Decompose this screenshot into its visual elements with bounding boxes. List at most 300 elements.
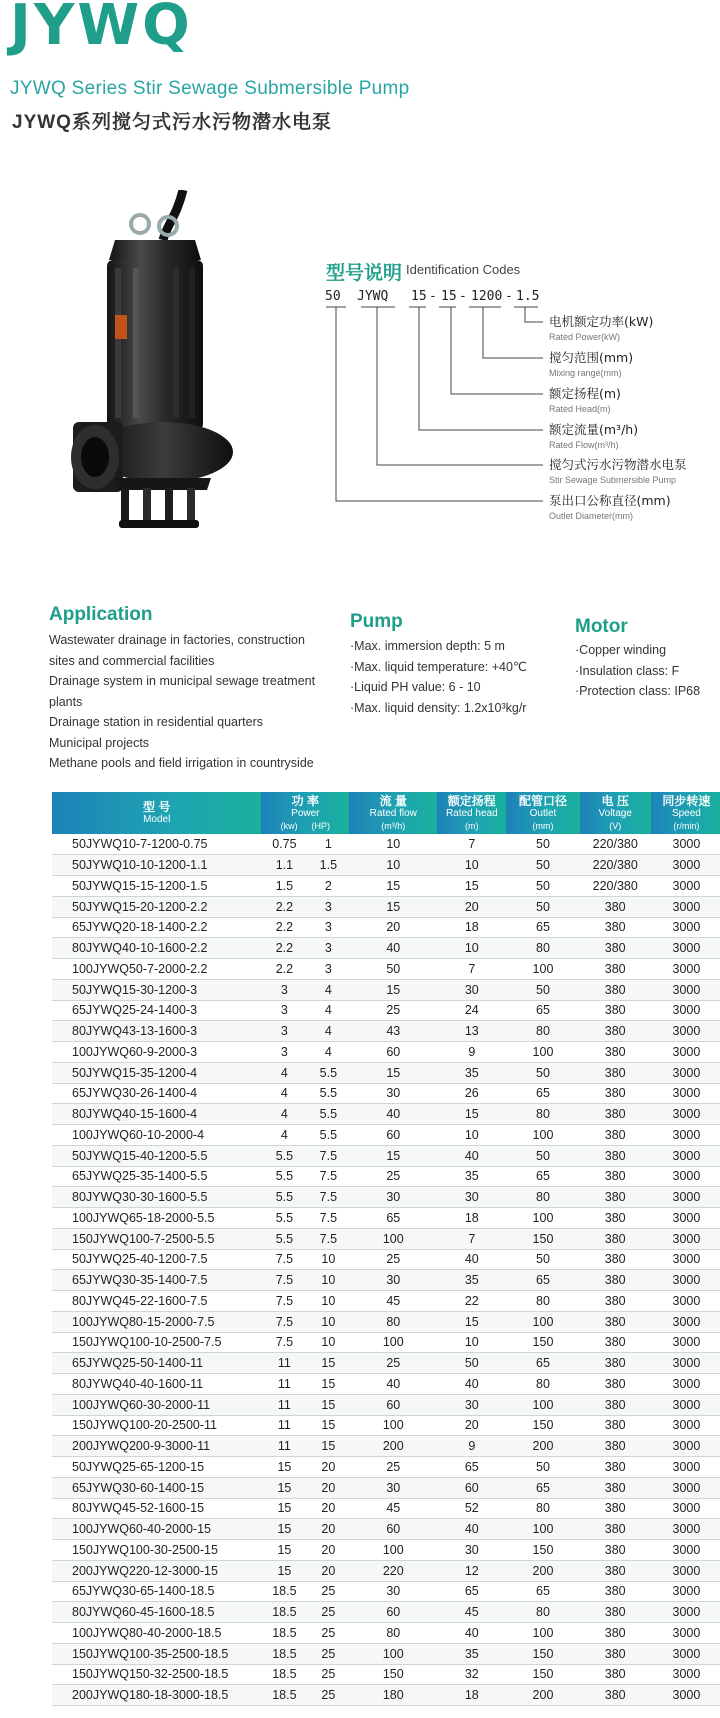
cell-outlet: 80	[506, 1021, 579, 1042]
motor-spec-item: ·Copper winding	[575, 643, 667, 657]
cell-voltage: 380	[580, 1291, 651, 1312]
cell-power-kw: 11	[261, 1374, 307, 1395]
cell-outlet: 100	[506, 1125, 579, 1146]
cell-power-hp: 5.5	[307, 1104, 349, 1125]
cell-head: 15	[437, 1104, 506, 1125]
cell-outlet: 80	[506, 1104, 579, 1125]
cell-power-kw: 0.75	[261, 834, 307, 855]
cell-speed: 3000	[651, 1457, 720, 1478]
cell-speed: 3000	[651, 1104, 720, 1125]
cell-head: 35	[437, 1270, 506, 1291]
legend-series-en: Stir Sewage Submersible Pump	[549, 475, 677, 485]
cell-power-kw: 15	[261, 1457, 307, 1478]
table-row	[52, 1643, 720, 1664]
cell-head: 40	[437, 1623, 506, 1644]
cell-power-kw: 11	[261, 1394, 307, 1415]
cell-model: 65JYWQ25-35-1400-5.5	[52, 1166, 261, 1187]
table-row	[52, 1457, 720, 1478]
header-voltage: 电 压 Voltage (V)	[580, 792, 651, 834]
application-item: Drainage station in residential quarters	[49, 715, 264, 729]
cell-head: 9	[437, 1042, 506, 1063]
cell-power-kw: 7.5	[261, 1311, 307, 1332]
cell-outlet: 100	[506, 1311, 579, 1332]
svg-text:-: -	[505, 289, 513, 304]
cell-head: 60	[437, 1477, 506, 1498]
cell-flow: 30	[349, 1187, 437, 1208]
cell-model: 50JYWQ10-10-1200-1.1	[52, 855, 261, 876]
cell-model: 50JYWQ15-40-1200-5.5	[52, 1145, 261, 1166]
cell-power-hp: 25	[307, 1581, 349, 1602]
cell-speed: 3000	[651, 938, 720, 959]
cell-outlet: 100	[506, 959, 579, 980]
cell-model: 80JYWQ40-40-1600-11	[52, 1374, 261, 1395]
cell-speed: 3000	[651, 1145, 720, 1166]
table-row	[52, 1270, 720, 1291]
cell-power-hp: 5.5	[307, 1062, 349, 1083]
cell-voltage: 380	[580, 1228, 651, 1249]
legend-head-cn: 额定扬程(m)	[549, 386, 621, 401]
cell-model: 200JYWQ180-18-3000-18.5	[52, 1685, 261, 1706]
cell-power-hp: 4	[307, 1042, 349, 1063]
cell-model: 65JYWQ25-24-1400-3	[52, 1000, 261, 1021]
cell-outlet: 80	[506, 1498, 579, 1519]
table-row	[52, 1560, 720, 1581]
cell-head: 12	[437, 1560, 506, 1581]
cell-power-kw: 3	[261, 1021, 307, 1042]
cell-power-kw: 18.5	[261, 1623, 307, 1644]
cell-speed: 3000	[651, 1000, 720, 1021]
cell-head: 10	[437, 855, 506, 876]
cell-outlet: 65	[506, 1083, 579, 1104]
cell-power-hp: 1.5	[307, 855, 349, 876]
cell-power-hp: 2	[307, 876, 349, 897]
cell-head: 30	[437, 1394, 506, 1415]
table-row	[52, 1291, 720, 1312]
cell-flow: 25	[349, 1353, 437, 1374]
cell-speed: 3000	[651, 1394, 720, 1415]
cell-head: 40	[437, 1145, 506, 1166]
cell-power-hp: 5.5	[307, 1125, 349, 1146]
cell-power-hp: 4	[307, 979, 349, 1000]
table-header-row	[52, 792, 720, 834]
cell-head: 18	[437, 1208, 506, 1229]
table-row	[52, 1623, 720, 1644]
header-flow: 流 量 Rated flow (m³/h)	[349, 792, 437, 834]
cell-power-hp: 3	[307, 959, 349, 980]
header-model: 型 号 Model	[52, 792, 261, 834]
table-row	[52, 855, 720, 876]
cell-flow: 15	[349, 876, 437, 897]
cell-head: 30	[437, 1540, 506, 1561]
cell-voltage: 380	[580, 1166, 651, 1187]
cell-speed: 3000	[651, 1643, 720, 1664]
cell-voltage: 380	[580, 1353, 651, 1374]
cell-outlet: 100	[506, 1519, 579, 1540]
cell-head: 65	[437, 1457, 506, 1478]
cell-speed: 3000	[651, 1353, 720, 1374]
pump-spec-item: ·Max. immersion depth: 5 m	[350, 639, 505, 653]
cell-model: 50JYWQ25-40-1200-7.5	[52, 1249, 261, 1270]
table-row	[52, 1083, 720, 1104]
table-row	[52, 1062, 720, 1083]
cell-speed: 3000	[651, 1602, 720, 1623]
cell-voltage: 380	[580, 1602, 651, 1623]
cell-power-hp: 10	[307, 1311, 349, 1332]
cell-voltage: 380	[580, 1477, 651, 1498]
cell-power-kw: 2.2	[261, 917, 307, 938]
table-row	[52, 896, 720, 917]
cell-outlet: 80	[506, 1602, 579, 1623]
cell-head: 22	[437, 1291, 506, 1312]
cell-speed: 3000	[651, 1374, 720, 1395]
cell-speed: 3000	[651, 1249, 720, 1270]
cell-outlet: 65	[506, 1270, 579, 1291]
cell-flow: 60	[349, 1042, 437, 1063]
cell-head: 20	[437, 896, 506, 917]
cell-voltage: 380	[580, 1685, 651, 1706]
cell-power-hp: 15	[307, 1436, 349, 1457]
cell-power-hp: 3	[307, 917, 349, 938]
cell-flow: 40	[349, 1104, 437, 1125]
cell-head: 13	[437, 1021, 506, 1042]
cell-power-hp: 10	[307, 1249, 349, 1270]
cell-outlet: 50	[506, 834, 579, 855]
cell-speed: 3000	[651, 1021, 720, 1042]
cell-speed: 3000	[651, 1083, 720, 1104]
cell-voltage: 380	[580, 979, 651, 1000]
table-row	[52, 1021, 720, 1042]
cell-flow: 100	[349, 1332, 437, 1353]
cell-voltage: 380	[580, 1208, 651, 1229]
cell-model: 100JYWQ60-10-2000-4	[52, 1125, 261, 1146]
spec-table	[52, 792, 720, 1706]
cell-power-kw: 18.5	[261, 1643, 307, 1664]
cell-power-hp: 20	[307, 1477, 349, 1498]
cell-head: 30	[437, 1187, 506, 1208]
cell-power-hp: 15	[307, 1374, 349, 1395]
legend-outlet-cn: 泵出口公称直径(mm)	[549, 493, 671, 508]
cell-power-kw: 2.2	[261, 959, 307, 980]
header-head: 额定扬程 Rated head (m)	[437, 792, 506, 834]
cell-power-kw: 3	[261, 979, 307, 1000]
cell-flow: 15	[349, 896, 437, 917]
cell-power-hp: 15	[307, 1394, 349, 1415]
cell-voltage: 380	[580, 1623, 651, 1644]
cell-speed: 3000	[651, 1436, 720, 1457]
cell-power-kw: 7.5	[261, 1249, 307, 1270]
series-title-en: JYWQ Series Stir Sewage Submersible Pump	[10, 78, 410, 99]
cell-model: 65JYWQ30-60-1400-15	[52, 1477, 261, 1498]
cell-flow: 45	[349, 1498, 437, 1519]
cell-power-kw: 5.5	[261, 1166, 307, 1187]
cell-power-hp: 20	[307, 1498, 349, 1519]
cell-power-kw: 18.5	[261, 1581, 307, 1602]
cell-head: 7	[437, 959, 506, 980]
cell-speed: 3000	[651, 1042, 720, 1063]
cell-model: 50JYWQ15-35-1200-4	[52, 1062, 261, 1083]
cell-flow: 15	[349, 979, 437, 1000]
cell-head: 10	[437, 1332, 506, 1353]
cell-outlet: 150	[506, 1228, 579, 1249]
pump-product-image	[55, 190, 255, 530]
cell-power-hp: 25	[307, 1643, 349, 1664]
table-row	[52, 1166, 720, 1187]
cell-flow: 40	[349, 1374, 437, 1395]
cell-outlet: 200	[506, 1436, 579, 1457]
cell-model: 150JYWQ100-35-2500-18.5	[52, 1643, 261, 1664]
cell-outlet: 80	[506, 938, 579, 959]
cell-model: 100JYWQ80-15-2000-7.5	[52, 1311, 261, 1332]
legend-series-cn: 搅匀式污水污物潜水电泵	[549, 457, 687, 472]
cell-power-kw: 11	[261, 1353, 307, 1374]
cell-flow: 80	[349, 1623, 437, 1644]
cell-flow: 180	[349, 1685, 437, 1706]
cell-power-kw: 4	[261, 1104, 307, 1125]
cell-power-hp: 3	[307, 896, 349, 917]
cell-power-kw: 5.5	[261, 1208, 307, 1229]
cell-model: 100JYWQ50-7-2000-2.2	[52, 959, 261, 980]
cell-voltage: 380	[580, 1436, 651, 1457]
cell-outlet: 50	[506, 1249, 579, 1270]
id-codes-title-en: Identification Codes	[406, 262, 521, 277]
code-power: 1.5	[516, 289, 540, 304]
table-row	[52, 1374, 720, 1395]
cell-model: 80JYWQ40-15-1600-4	[52, 1104, 261, 1125]
pump-spec-item: ·Liquid PH value: 6 - 10	[350, 680, 481, 694]
cell-flow: 30	[349, 1083, 437, 1104]
cell-model: 80JYWQ30-30-1600-5.5	[52, 1187, 261, 1208]
cell-power-kw: 1.5	[261, 876, 307, 897]
cell-head: 10	[437, 938, 506, 959]
cell-model: 50JYWQ15-30-1200-3	[52, 979, 261, 1000]
cell-model: 100JYWQ65-18-2000-5.5	[52, 1208, 261, 1229]
table-row	[52, 1519, 720, 1540]
cell-model: 65JYWQ30-65-1400-18.5	[52, 1581, 261, 1602]
cell-model: 150JYWQ100-10-2500-7.5	[52, 1332, 261, 1353]
cell-power-hp: 5.5	[307, 1083, 349, 1104]
cell-speed: 3000	[651, 1228, 720, 1249]
cell-model: 50JYWQ25-65-1200-15	[52, 1457, 261, 1478]
cell-flow: 100	[349, 1228, 437, 1249]
cell-power-kw: 15	[261, 1540, 307, 1561]
cell-speed: 3000	[651, 1498, 720, 1519]
pump-spec-item: ·Max. liquid density: 1.2x10³kg/r	[350, 700, 527, 715]
cell-outlet: 65	[506, 1581, 579, 1602]
cell-power-kw: 15	[261, 1519, 307, 1540]
cell-voltage: 220/380	[580, 855, 651, 876]
cell-outlet: 150	[506, 1332, 579, 1353]
cell-head: 35	[437, 1062, 506, 1083]
cell-speed: 3000	[651, 1332, 720, 1353]
table-row	[52, 1664, 720, 1685]
cell-voltage: 380	[580, 1249, 651, 1270]
cell-model: 80JYWQ45-52-1600-15	[52, 1498, 261, 1519]
cell-voltage: 380	[580, 1498, 651, 1519]
cell-power-kw: 18.5	[261, 1664, 307, 1685]
cell-flow: 20	[349, 917, 437, 938]
pump-heading: Pump	[350, 611, 403, 632]
cell-power-hp: 10	[307, 1332, 349, 1353]
cell-outlet: 150	[506, 1643, 579, 1664]
table-row	[52, 938, 720, 959]
cell-voltage: 380	[580, 1000, 651, 1021]
svg-text:-: -	[459, 289, 467, 304]
cell-power-kw: 5.5	[261, 1187, 307, 1208]
table-row	[52, 1311, 720, 1332]
cell-head: 40	[437, 1519, 506, 1540]
id-code-diagram	[325, 285, 720, 525]
cell-power-hp: 4	[307, 1000, 349, 1021]
cell-speed: 3000	[651, 1208, 720, 1229]
cell-outlet: 50	[506, 979, 579, 1000]
cell-outlet: 150	[506, 1415, 579, 1436]
cell-model: 80JYWQ40-10-1600-2.2	[52, 938, 261, 959]
cell-outlet: 100	[506, 1208, 579, 1229]
cell-power-kw: 15	[261, 1477, 307, 1498]
series-title-cn: JYWQ系列搅匀式污水污物潜水电泵	[12, 112, 332, 133]
cell-speed: 3000	[651, 1664, 720, 1685]
table-row	[52, 1104, 720, 1125]
cell-flow: 25	[349, 1000, 437, 1021]
cell-outlet: 50	[506, 855, 579, 876]
cell-voltage: 380	[580, 1643, 651, 1664]
cell-flow: 50	[349, 959, 437, 980]
cell-flow: 60	[349, 1602, 437, 1623]
cell-voltage: 220/380	[580, 876, 651, 897]
cell-power-kw: 4	[261, 1083, 307, 1104]
legend-power-en: Rated Power(kW)	[549, 332, 621, 342]
cell-power-hp: 20	[307, 1540, 349, 1561]
cell-power-hp: 25	[307, 1664, 349, 1685]
cell-flow: 25	[349, 1166, 437, 1187]
cell-outlet: 80	[506, 1374, 579, 1395]
code-series: JYWQ	[357, 289, 389, 304]
table-row	[52, 959, 720, 980]
code-head: 15	[441, 289, 457, 304]
cell-model: 150JYWQ150-32-2500-18.5	[52, 1664, 261, 1685]
cell-model: 50JYWQ10-7-1200-0.75	[52, 834, 261, 855]
cell-outlet: 50	[506, 1457, 579, 1478]
cell-flow: 15	[349, 1062, 437, 1083]
cell-speed: 3000	[651, 1270, 720, 1291]
pump-spec-list	[350, 636, 550, 718]
cell-voltage: 380	[580, 1560, 651, 1581]
cell-flow: 10	[349, 834, 437, 855]
cell-voltage: 380	[580, 1104, 651, 1125]
cell-power-hp: 10	[307, 1270, 349, 1291]
cell-voltage: 380	[580, 938, 651, 959]
cell-voltage: 380	[580, 1021, 651, 1042]
table-row	[52, 1332, 720, 1353]
cell-flow: 40	[349, 938, 437, 959]
cell-outlet: 65	[506, 917, 579, 938]
cell-head: 32	[437, 1664, 506, 1685]
cell-flow: 65	[349, 1208, 437, 1229]
code-flow: 15	[411, 289, 427, 304]
table-row	[52, 917, 720, 938]
cell-power-kw: 18.5	[261, 1602, 307, 1623]
cell-head: 30	[437, 979, 506, 1000]
cell-voltage: 380	[580, 1664, 651, 1685]
table-row	[52, 1394, 720, 1415]
cell-flow: 43	[349, 1021, 437, 1042]
cell-outlet: 50	[506, 896, 579, 917]
cell-head: 40	[437, 1374, 506, 1395]
cell-outlet: 100	[506, 1394, 579, 1415]
cell-power-hp: 10	[307, 1291, 349, 1312]
cell-voltage: 380	[580, 1415, 651, 1436]
cell-model: 100JYWQ80-40-2000-18.5	[52, 1623, 261, 1644]
cell-voltage: 380	[580, 1374, 651, 1395]
cell-model: 150JYWQ100-7-2500-5.5	[52, 1228, 261, 1249]
cell-power-kw: 7.5	[261, 1291, 307, 1312]
application-item: plants	[49, 694, 83, 709]
cell-outlet: 200	[506, 1685, 579, 1706]
cell-model: 200JYWQ220-12-3000-15	[52, 1560, 261, 1581]
cell-outlet: 100	[506, 1623, 579, 1644]
cell-power-kw: 5.5	[261, 1228, 307, 1249]
cell-outlet: 200	[506, 1560, 579, 1581]
legend-outlet-en: Outlet Diameter(mm)	[549, 511, 634, 521]
table-row	[52, 1540, 720, 1561]
cell-outlet: 50	[506, 876, 579, 897]
cell-flow: 60	[349, 1394, 437, 1415]
cell-head: 10	[437, 1125, 506, 1146]
cell-voltage: 380	[580, 959, 651, 980]
cell-power-kw: 11	[261, 1436, 307, 1457]
code-mixing: 1200	[471, 289, 503, 304]
pump-spec-item: ·Max. liquid temperature: +40℃	[350, 659, 527, 674]
cell-power-hp: 3	[307, 938, 349, 959]
cell-power-hp: 7.5	[307, 1166, 349, 1187]
cell-voltage: 380	[580, 1270, 651, 1291]
brand-logo: JYWQ	[10, 0, 193, 58]
cell-speed: 3000	[651, 1685, 720, 1706]
cell-head: 18	[437, 1685, 506, 1706]
cell-outlet: 65	[506, 1477, 579, 1498]
cell-speed: 3000	[651, 855, 720, 876]
cell-speed: 3000	[651, 1062, 720, 1083]
cell-power-hp: 20	[307, 1457, 349, 1478]
cell-model: 80JYWQ43-13-1600-3	[52, 1021, 261, 1042]
cell-power-hp: 7.5	[307, 1145, 349, 1166]
cell-power-kw: 15	[261, 1498, 307, 1519]
cell-power-kw: 4	[261, 1062, 307, 1083]
cell-power-kw: 3	[261, 1042, 307, 1063]
application-heading: Application	[49, 604, 153, 625]
cell-outlet: 50	[506, 1062, 579, 1083]
cell-power-hp: 20	[307, 1519, 349, 1540]
cell-speed: 3000	[651, 1581, 720, 1602]
application-item: Methane pools and field irrigation in countryside	[49, 756, 314, 770]
motor-spec-item: ·Insulation class: F	[575, 663, 680, 678]
svg-text:-: -	[429, 289, 437, 304]
cell-flow: 100	[349, 1540, 437, 1561]
cell-voltage: 380	[580, 1311, 651, 1332]
cell-head: 50	[437, 1353, 506, 1374]
cell-model: 65JYWQ25-50-1400-11	[52, 1353, 261, 1374]
cell-power-hp: 15	[307, 1415, 349, 1436]
cell-power-kw: 11	[261, 1415, 307, 1436]
cell-speed: 3000	[651, 876, 720, 897]
cell-head: 52	[437, 1498, 506, 1519]
application-item: sites and commercial facilities	[49, 653, 215, 668]
legend-mixing-cn: 搅匀范围(mm)	[549, 350, 634, 365]
cell-power-hp: 1	[307, 834, 349, 855]
cell-flow: 100	[349, 1415, 437, 1436]
cell-flow: 100	[349, 1643, 437, 1664]
cell-voltage: 380	[580, 1394, 651, 1415]
